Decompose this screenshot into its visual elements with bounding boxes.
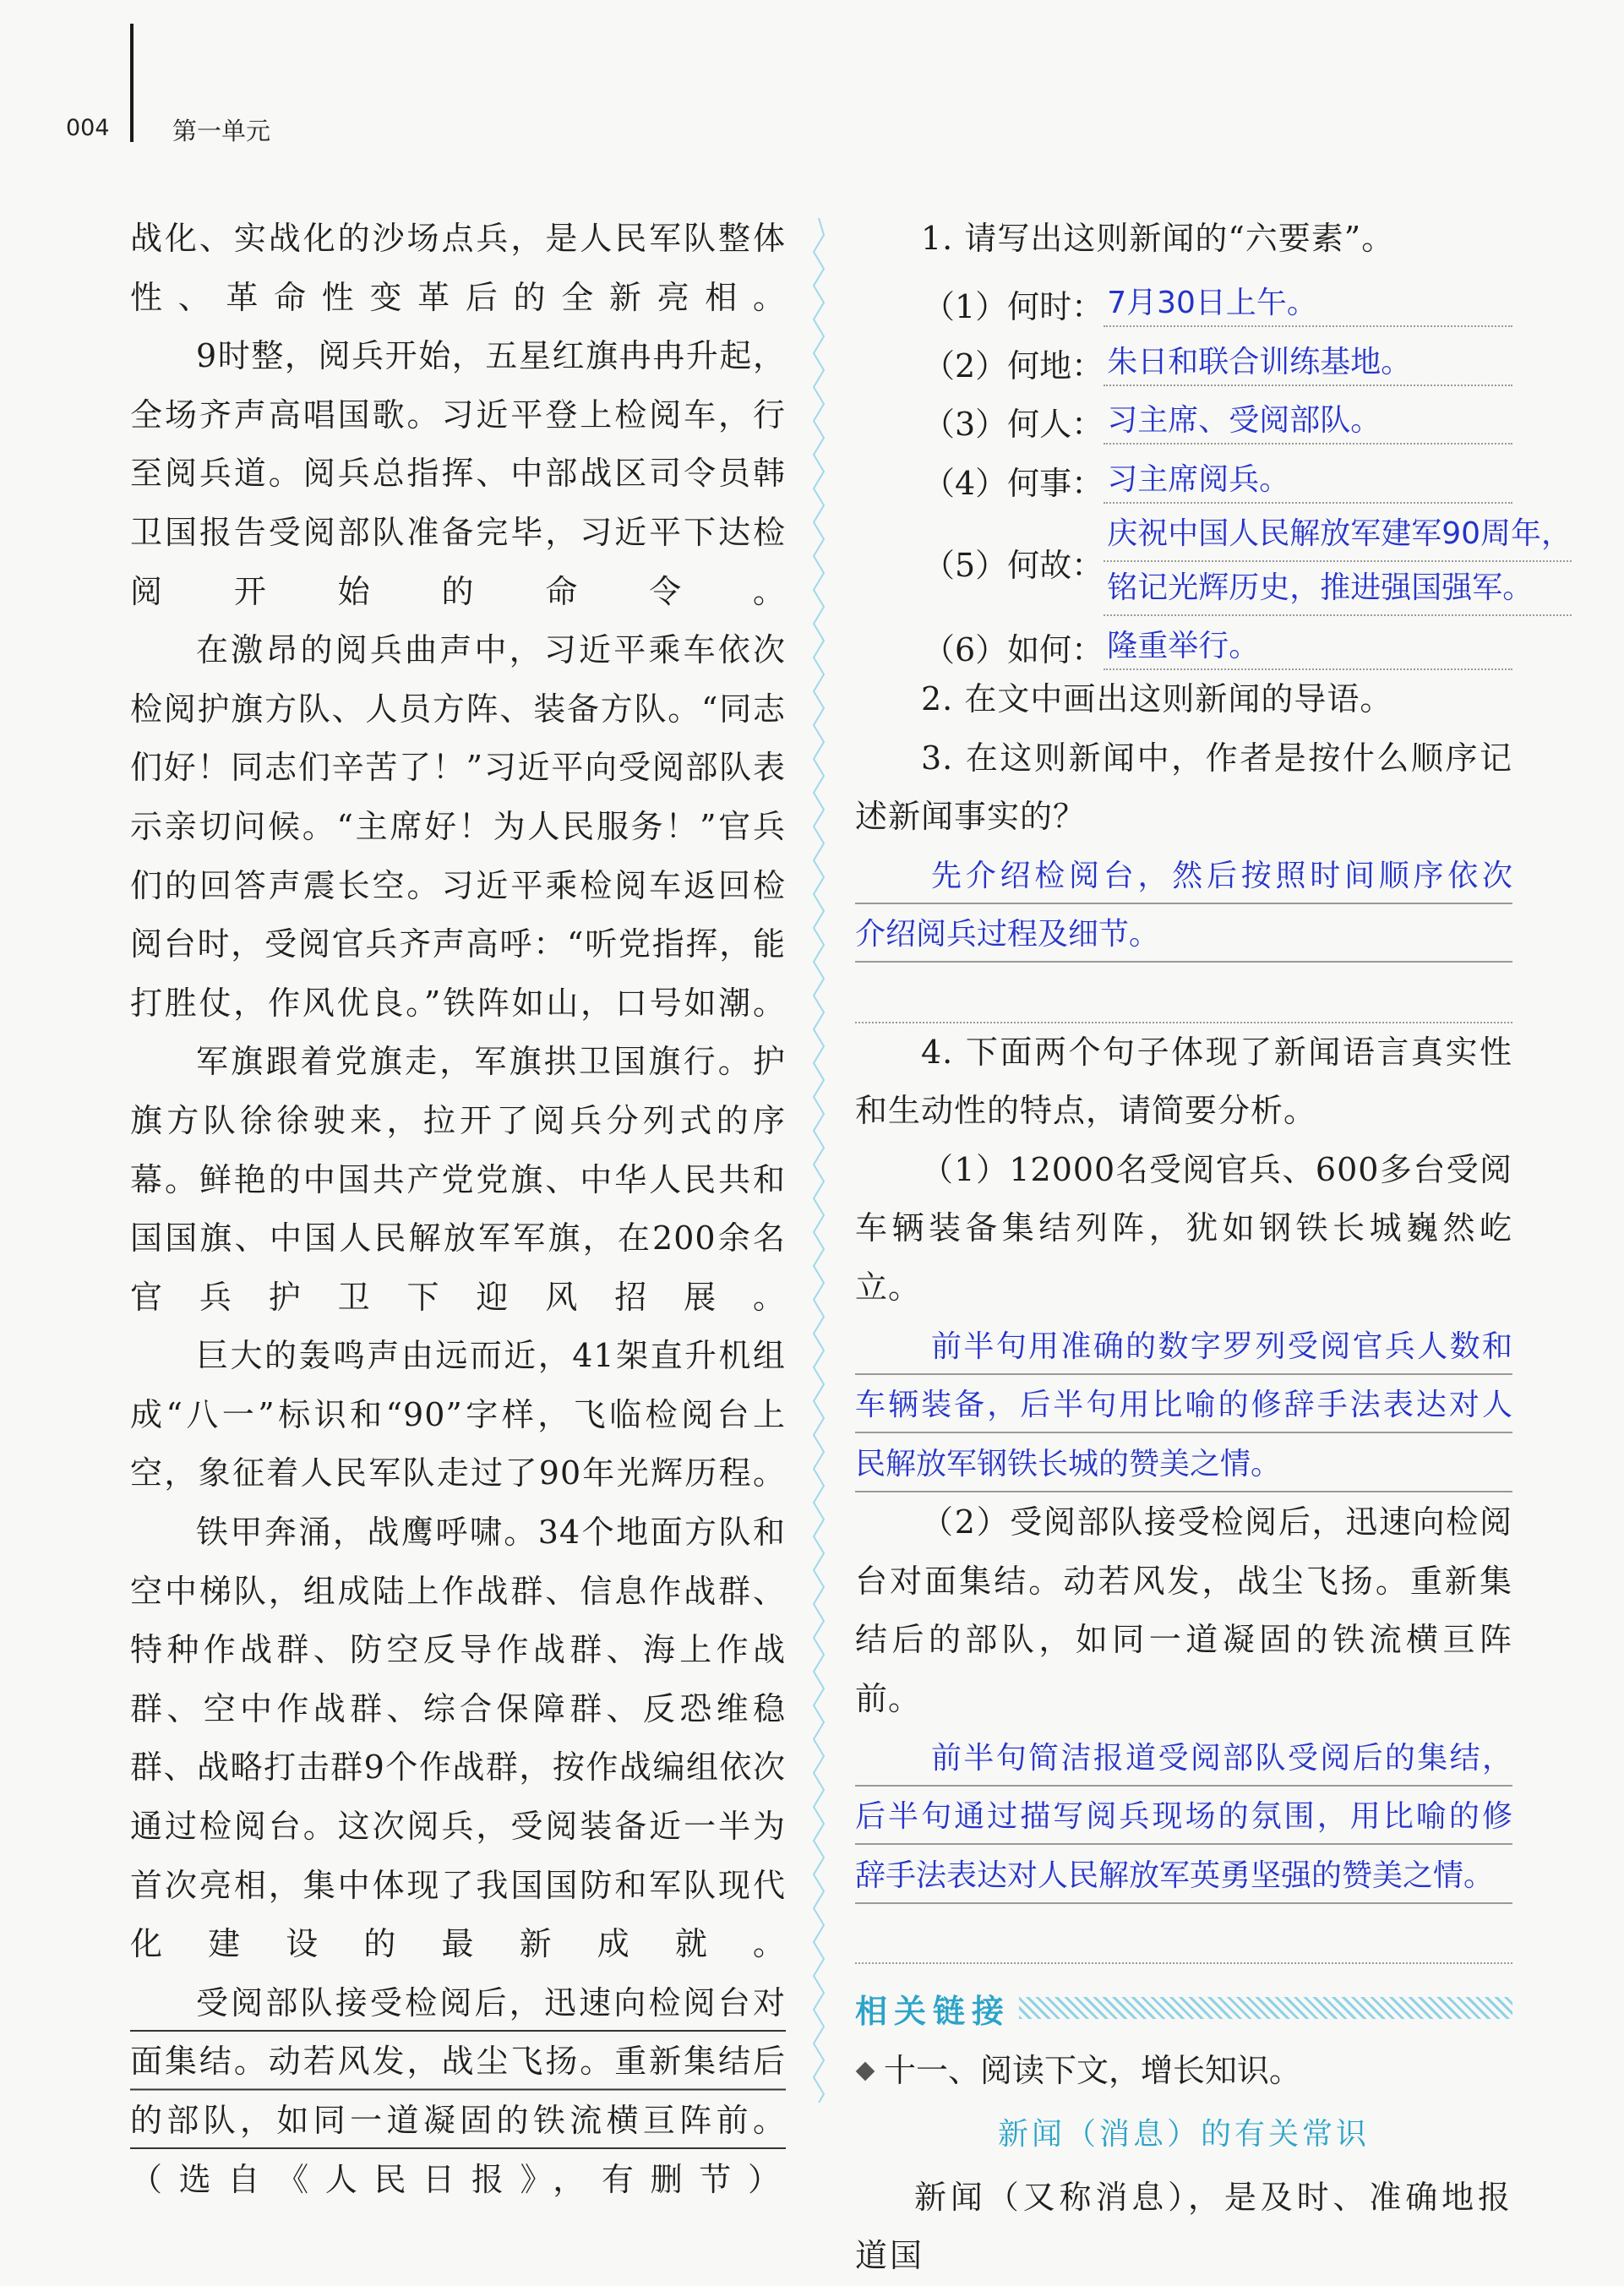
question-11-text: 十一、阅读下文，增长知识。 <box>884 2052 1302 2090</box>
blank-answer-line[interactable] <box>855 1905 1512 1964</box>
answer-label: （3）何人： <box>923 406 1104 444</box>
article-paragraph: 战化、实战化的沙场点兵，是人民军队整体性、革命性变革后的全新亮相。 <box>130 220 786 316</box>
article-text: 新闻（又称消息），是及时、准确地报道国 <box>855 2178 1512 2275</box>
article-paragraph: 巨大的轰鸣声由远而近，41架直升机组成“八一”标识和“90”字样，飞临检阅台上空，象征着人民军队走过了90年光辉历程。 <box>130 1337 786 1492</box>
answer-row-how <box>855 621 1512 670</box>
question-1: 1. 请写出这则新闻的“六要素”。 <box>921 220 1395 257</box>
answer-row-when <box>855 269 1512 328</box>
underlined-lead-paragraph: 受阅部队接受检阅后，迅速向检阅台对面集结。动若风发，战尘飞扬。重新集结后的部队，如同一道凝固的铁流横亘阵前。 <box>130 1974 786 2151</box>
blank-answer-line[interactable] <box>855 964 1512 1023</box>
sentence-1: （1）12000名受阅官兵、600多台受阅车辆装备集结列阵，犹如钢铁长城巍然屹立。 <box>855 1150 1512 1306</box>
answer-4-1-line[interactable]: 民解放军钢铁长城的赞美之情。 <box>855 1435 1512 1494</box>
question-4: 4. 下面两个句子体现了新闻语言真实性和生动性的特点，请简要分析。 <box>855 1033 1512 1130</box>
article-body <box>130 210 786 2209</box>
answer-row-what <box>855 445 1512 504</box>
answer-4-1-line[interactable]: 前半句用准确的数字罗列受阅官兵人数和 <box>855 1318 1512 1377</box>
article-paragraph: 铁甲奔涌，战鹰呼啸。34个地面方队和空中梯队，组成陆上作战群、信息作战群、特种作战群、防空反导作战群、海上作战群、空中作战群、综合保障群、反恐维稳群、战略打击群9个作战群，按作战编组依次通过检阅台。这次阅兵，受阅装备近一半为首次亮相，集中体现了我国国防和军队现代化建设的最新成就。 <box>130 1514 786 1963</box>
answer-what[interactable]: 习主席阅兵。 <box>1104 458 1512 504</box>
answer-row-where <box>855 327 1512 386</box>
question-2: 2. 在文中画出这则新闻的导语。 <box>921 679 1393 717</box>
answer-label: （2）何地： <box>923 346 1104 385</box>
article-paragraph: 军旗跟着党旗走，军旗拱卫国旗行。护旗方队徐徐驶来，拉开了阅兵分列式的序幕。鲜艳的中国共产党党旗、中华人民共和国国旗、中国人民解放军军旗，在200余名官兵护卫下迎风招展。 <box>130 1043 786 1316</box>
exercise-column <box>855 210 1572 2286</box>
answer-where[interactable]: 朱日和联合训练基地。 <box>1104 341 1512 386</box>
answer-4-2-line[interactable]: 辞手法表达对人民解放军英勇坚强的赞美之情。 <box>855 1847 1512 1906</box>
answer-why-line: 庆祝中国人民解放军建军90周年， <box>1104 508 1572 562</box>
answer-row-who <box>855 386 1512 445</box>
header-rule <box>130 24 134 142</box>
sentence-2: （2）受阅部队接受检阅后，迅速向检阅台对面集结。动若风发，战尘飞扬。重新集结后的部队，如同一道凝固的铁流横亘阵前。 <box>855 1503 1512 1718</box>
answer-label: （1）何时： <box>923 288 1104 326</box>
answer-when[interactable]: 7月30日上午。 <box>1104 281 1512 327</box>
answer-row-why <box>855 504 1572 621</box>
answer-4-2-line[interactable]: 后半句通过描写阅兵现场的氛围，用比喻的修 <box>855 1787 1512 1847</box>
answer-3-line[interactable]: 介绍阅兵过程及细节。 <box>855 905 1512 964</box>
answer-label: （4）何事： <box>923 464 1104 502</box>
article-title: 新闻（消息）的有关常识 <box>997 2116 1370 2152</box>
question-3: 3. 在这则新闻中，作者是按什么顺序记述新闻事实的？ <box>855 739 1512 836</box>
answer-how[interactable]: 隆重举行。 <box>1104 625 1512 670</box>
answer-label: （6）如何： <box>923 630 1104 668</box>
question-11 <box>855 2042 1512 2101</box>
answer-why-line: 铭记光辉历史，推进强国强军。 <box>1104 562 1572 616</box>
diamond-bullet-icon <box>856 2062 875 2081</box>
answer-4-2-line[interactable]: 前半句简洁报道受阅部队受阅后的集结， <box>855 1729 1512 1788</box>
answer-why[interactable] <box>1104 508 1572 616</box>
answer-3-line[interactable]: 先介绍检阅台，然后按照时间顺序依次 <box>855 847 1512 906</box>
unit-title: 第一单元 <box>172 117 271 145</box>
article-paragraph: 在激昂的阅兵曲声中，习近平乘车依次检阅护旗方队、人员方阵、装备方队。“同志们好！同志们辛苦了！”习近平向受阅部队表示亲切问候。“主席好！为人民服务！”官兵们的回答声震长空。习近平乘检阅车返回检阅台时，受阅官兵齐声高呼：“听党指挥，能打胜仗，作风优良。”铁阵如山，口号如潮。 <box>130 631 786 1022</box>
answer-label: （5）何故： <box>923 546 1104 584</box>
page-number: 004 <box>66 115 110 141</box>
related-link-title: 相关链接 <box>855 1992 1011 2030</box>
hatch-decoration <box>1019 1997 1512 2019</box>
column-divider <box>813 218 825 2103</box>
article-paragraph: 9时整，阅兵开始，五星红旗冉冉升起，全场齐声高唱国歌。习近平登上检阅车，行至阅兵道。阅兵总指挥、中部战区司令员韩卫国报告受阅部队准备完毕，习近平下达检阅开始的命令。 <box>130 337 786 610</box>
answer-who[interactable]: 习主席、受阅部队。 <box>1104 399 1512 445</box>
answer-4-1-line[interactable]: 车辆装备，后半句用比喻的修辞手法表达对人 <box>855 1376 1512 1435</box>
article-source: （选自《人民日报》，有删节） <box>130 2160 781 2198</box>
related-link-heading <box>855 1974 1512 2042</box>
